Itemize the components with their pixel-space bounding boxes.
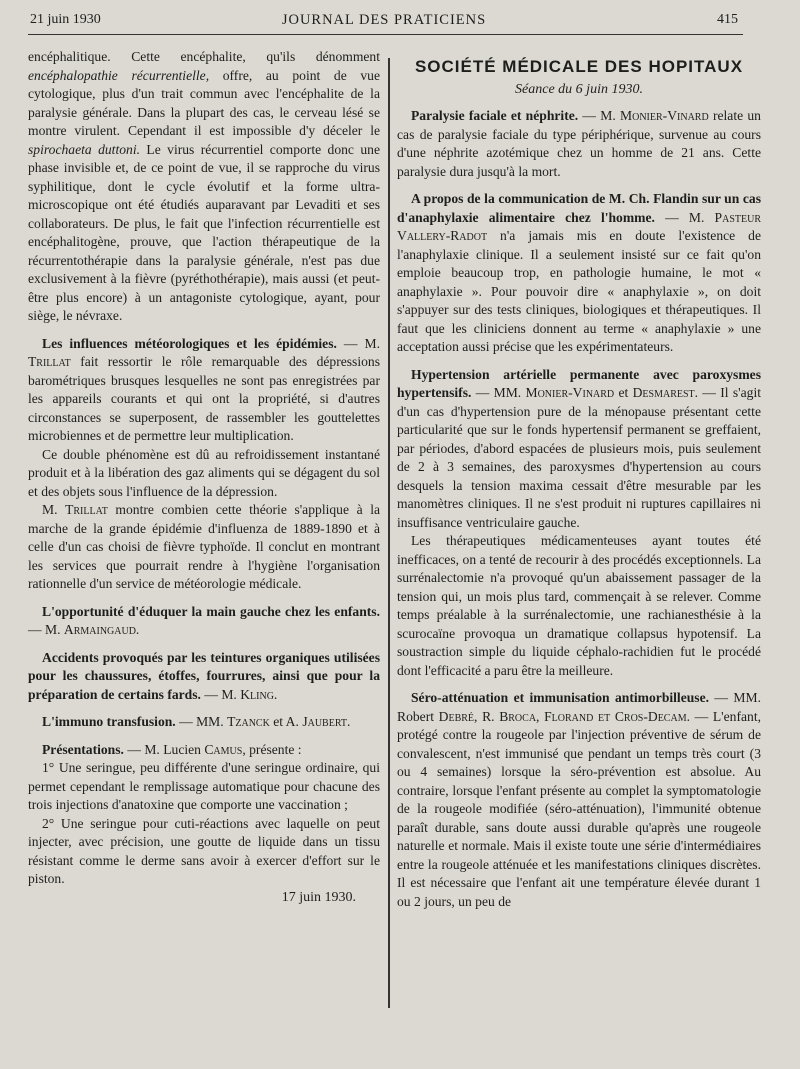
header-rule: [28, 34, 743, 35]
left-column: [28, 48, 380, 907]
hypertension-section: Hypertension artérielle permanente avec paroxysmes hypertensifs. — MM. Monier-Vinard et Desmarest. — Il s'agit d'un cas d'hypertension pure de la ménopause présentant cette particularité que sur le fonds hypertensif permanent se greffaient, par périodes, d'abord espacées de plusieurs mois, puis seulement de 2 à 3 semaines, des paroxysmes d'hypertension au cours desquels la tension maxima cessait d'être mesurable par les manomètres cliniques. Il ne s'est produit ni ruptures capillaires ni insuffisance ventriculaire gauche.: [397, 366, 761, 530]
seringue-item-2: 2° Une seringue pour cuti-réactions avec laquelle on peut injecter, avec précision, une goutte de liquide dans un tissu résistant comme le derme sans avoir à exercer d'effort sur le piston.: [28, 815, 380, 886]
sero-attenuation-section: Séro-atténuation et immunisation antimorbilleuse. — MM. Robert Debré, R. Broca, Florand et Cros-Decam. — L'enfant, protégé contre la rougeole par l'injection préventive de sérum de convalescent, n'est immunisé que pendant un temps très court (3 ou 4 semaines) lorsque la séro-prévention est absolue. Au contraire, lorsque l'enfant présente au complet la symptomatologie de la rougeole modifiée (séro-atténuation), l'immunité obtenue paraît durable, sans doute aussi durable qu'après une rougeole naturelle et normale. Mais il existe toute une série d'intermédiaires entre la rougeole atténuée et les manifestations cliniques discrètes. Il est nécessaire que l'enfant ait une température élevée durant 1 ou 2 jours, un peu de: [397, 690, 762, 909]
page-number: 415: [717, 12, 738, 27]
header-date: 21 juin 1930: [30, 12, 101, 27]
paralysie-section: Paralysie faciale et néphrite. — M. Monier-Vinard relate un cas de paralysie faciale du type périphérique, survenue au cours d'une néphrite azotémique chez un homme de 21 ans. Cette paralysie dura jusqu'à la mort.: [397, 108, 761, 179]
immuno-transfusion-section: L'immuno transfusion. — MM. Tzanck et A. Jaubert.: [42, 714, 351, 729]
seance-date: Séance du 6 juin 1930.: [515, 81, 643, 97]
teintures-section: Accidents provoqués par les teintures organiques utilisées pour les chaussures, étoffes, fourrures, ainsi que pour la préparation de certains fards. — M. Kling.: [28, 649, 380, 702]
journal-title: JOURNAL DES PRATICIENS: [281, 12, 487, 28]
right-column: [397, 58, 761, 911]
page-header: [30, 12, 738, 34]
hypertension-paragraph-2: Les thérapeutiques médicamenteuses ayant toutes été inefficaces, on a tenté de recourir à des procédés exceptionnels. La surrénalectomie n'a provoqué qu'un abaissement passager de la tension qui, un mois plus tard, commençait à se relever. Comme temps préalable à la surrénalectomie, une rachianesthésie à la scurocaïne provoqua un dramatique collapsus hypotensif. La soustraction simple du liquide céphalo-rachidien fut le procédé dont l'efficacité a paru être la meilleure.: [397, 533, 761, 678]
anaphylaxie-section: A propos de la communication de M. Ch. Flandin sur un cas d'anaphylaxie alimentaire chez l'homme. — M. Pasteur Vallery-Radot n'a jamais mis en doute l'existence de l'anaphylaxie clinique. Il a seulement insisté sur ce fait qu'on emploie beaucoup trop, en pathologie humaine, le mot « anaphylaxie ». Pour pouvoir dire « anaphylaxie », on doit s'appuyer sur des tests cliniques, biologiques et thérapeutiques. Il faut que les cliniciens donnent au terme « anaphylaxie » une acceptation aussi précise que les expérimentateurs.: [397, 191, 761, 354]
society-title: SOCIÉTÉ MÉDICALE DES HOPITAUX: [414, 57, 744, 76]
main-gauche-section: L'opportunité d'éduquer la main gauche chez les enfants. — M. Armaingaud.: [28, 603, 380, 637]
meteo-paragraph-2: Ce double phénomène est dû au refroidissement instantané produit et à la libération des gaz aliments qui se dégagent du sol et des objets sous l'influence de la dépression.: [28, 446, 380, 499]
signoff-date: 17 juin 1930.: [281, 889, 356, 905]
seringue-item-1: 1° Une seringue, peu différente d'une seringue ordinaire, qui permet cependant le remplissage automatique pour chacune des trois injections d'anatoxine que comporte une vaccination ;: [28, 760, 380, 812]
presentations-section: Présentations. — M. Lucien Camus, présente :: [42, 741, 302, 757]
encephalite-paragraph: encéphalitique. Cette encéphalite, qu'ils dénomment encéphalopathie récurrentielle, offre, au point de vue cytologique, plus d'un trait commun avec l'encéphalite de la paralysie générale. Dans la plupart des cas, le cerveau lésé se montre virulent. Cependant il est impossible d'y déceler le spirochaeta duttoni. Le virus récurrentiel comporte donc une phase invisible et, de ce point de vue, il se rapproche du virus syphilitique, dont le cycle évolutif et la forme ultra-microscopique ont été étudiés auparavant par Levaditi et ses collaborateurs. De plus, le fait que l'infection récurrentielle est encéphalitogène, prouve, que l'action thérapeutique de la récurrentothérapie dans la paralysie générale, n'est pas due exclusivement à la fièvre (pyréthothérapie), mais aussi (et peut-être plus encore) à un antagoniste cytologique, ayant, pour siège, le névraxe.: [28, 49, 380, 323]
meteo-section: Les influences météorologiques et les épidémies. — M. Trillat fait ressortir le rôle remarquable des dépressions barométriques brusques lesquelles ne sont pas enregistrées par les appareils courants et qui ont la propriété, si d'autres circonstances se superposent, de rassembler les gouttelettes microbiennes et de permettre leur multiplication.: [28, 335, 380, 443]
column-divider: [388, 58, 390, 1008]
meteo-paragraph-3: M. Trillat montre combien cette théorie s'applique à la marche de la grande épidémie d'influenza de 1889-1890 et à celle d'un cas choisi de fièvre typhoïde. Il conclut en montrant les services que pourrait rendre à l'hygiène l'organisation rationnelle d'un service de météorologie médicale.: [28, 502, 381, 591]
